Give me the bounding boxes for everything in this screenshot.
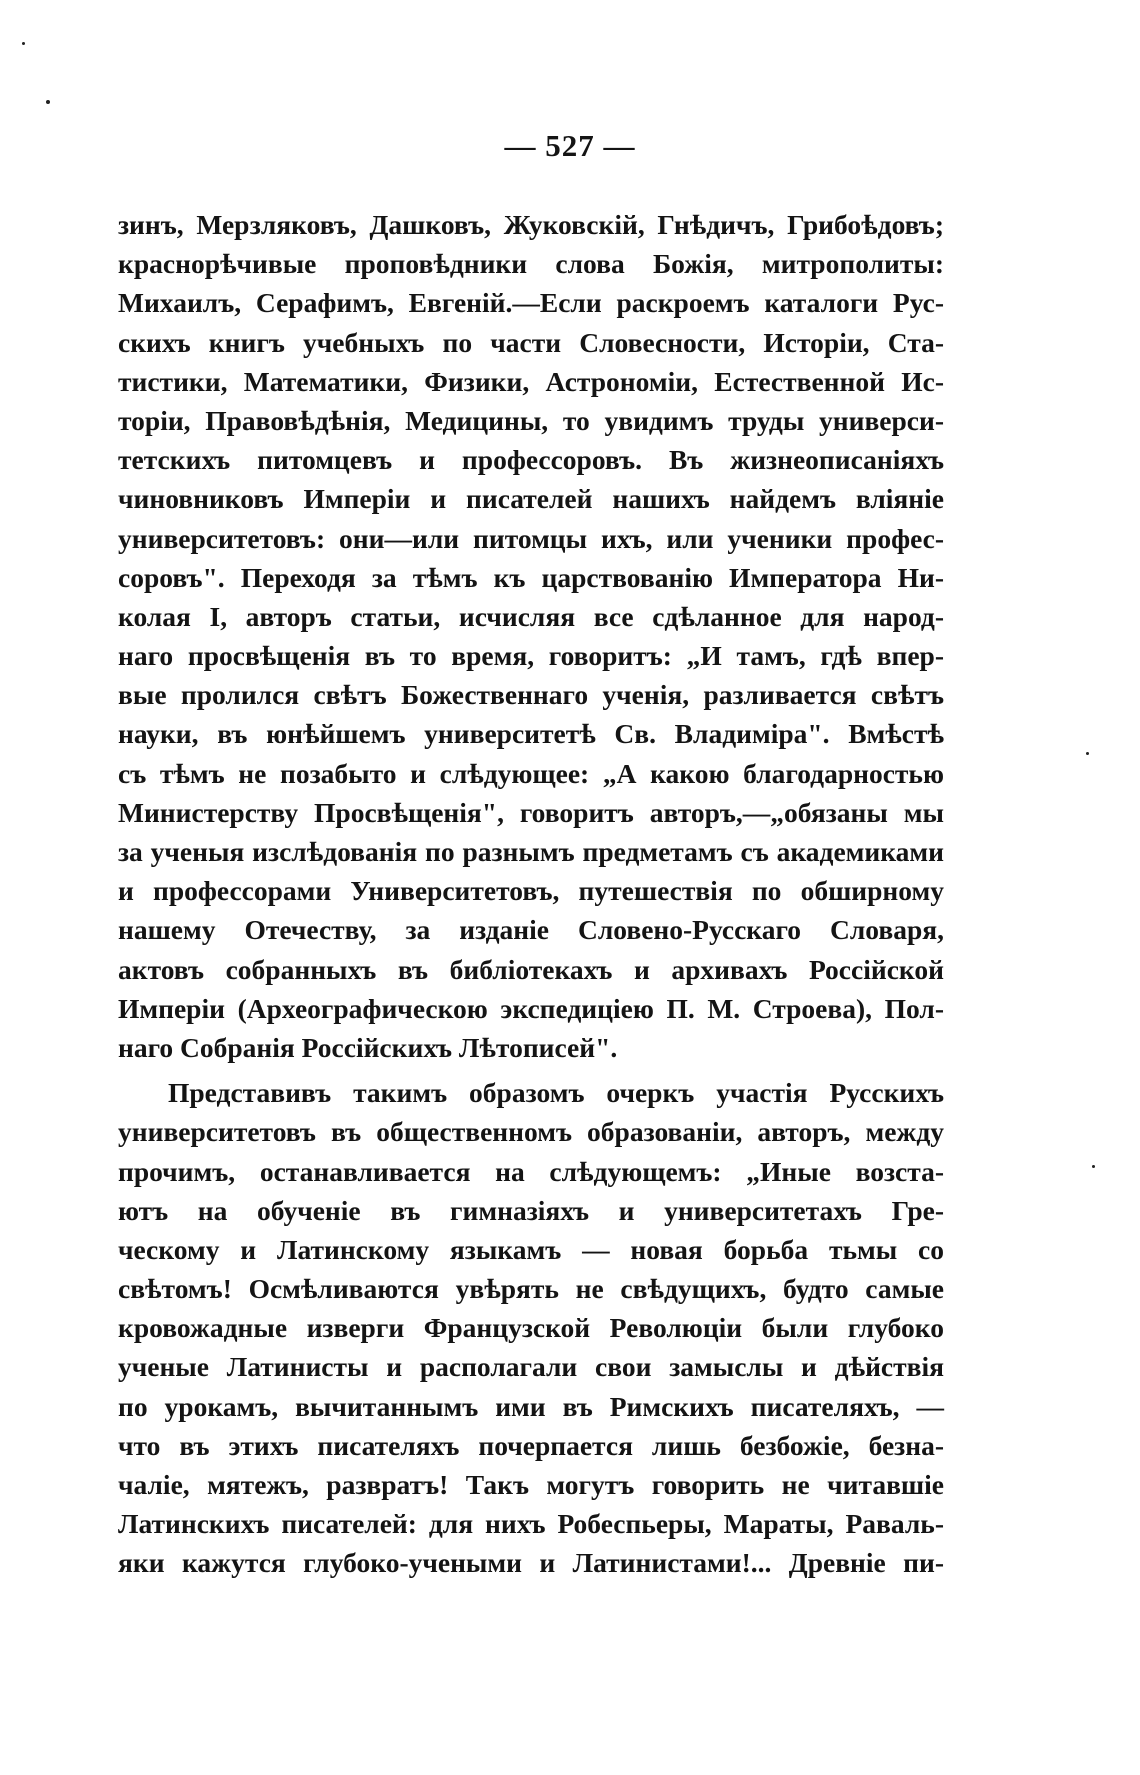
body-text: [118, 205, 944, 1583]
text-line: съ тѣмъ не позабыто и слѣдующее: „А какою благодарностью: [118, 757, 944, 789]
paragraph-2: [118, 1073, 944, 1582]
text-line: Имперіи (Археографическою экспедиціею П. М. Строева), Пол-: [118, 992, 944, 1024]
text-line: зинъ, Мерзляковъ, Дашковъ, Жуковскій, Гнѣдичъ, Грибоѣдовъ;: [118, 209, 944, 240]
text-line: по урокамъ, вычитаннымъ ими въ Римскихъ писателяхъ, —: [118, 1390, 944, 1422]
text-line: тистики, Математики, Физики, Астрономіи, Естественной Ис-: [118, 365, 944, 397]
text-line: ческому и Латинскому языкамъ — новая борьба тьмы со: [118, 1233, 944, 1265]
text-line: Михаилъ, Серафимъ, Евгеній.—Если раскроемъ каталоги Рус-: [118, 287, 944, 319]
scan-speck: [1092, 1165, 1095, 1168]
text-line: Латинскихъ писателей: для нихъ Робеспьеры, Мараты, Раваль-: [118, 1508, 944, 1540]
text-line: наго просвѣщенія въ то время, говоритъ: „И тамъ, гдѣ впер-: [118, 640, 944, 672]
text-line: наго Собранія Россійскихъ Лѣтописей".: [118, 1031, 618, 1063]
text-line: актовъ собранныхъ въ библіотекахъ и архивахъ Россійской: [118, 953, 944, 985]
text-line: вые пролился свѣтъ Божественнаго ученія, разливается свѣтъ: [118, 679, 944, 711]
text-line: нашему Отечеству, за изданіе Словено-Русскаго Словаря,: [118, 914, 944, 946]
text-line: чаліе, мятежъ, развратъ! Такъ могутъ говорить не читавшіе: [118, 1469, 944, 1500]
text-line: ютъ на обученіе въ гимназіяхъ и университетахъ Гре-: [118, 1194, 944, 1226]
text-line: чиновниковъ Имперіи и писателей нашихъ найдемъ вліяніе: [118, 483, 944, 515]
text-line: Представивъ такимъ образомъ очеркъ участія Русскихъ: [168, 1077, 944, 1109]
text-line: краснорѣчивые проповѣдники слова Божія, митрополиты:: [118, 248, 944, 280]
text-line: университетовъ: они—или питомцы ихъ, или ученики профес-: [118, 522, 944, 554]
text-line: торіи, Правовѣдѣнія, Медицины, то увидимъ труды универси-: [118, 404, 944, 436]
text-line: и профессорами Университетовъ, путешествія по обширному: [118, 875, 944, 907]
scan-speck: [1086, 752, 1089, 755]
text-line: науки, въ юнѣйшемъ университетѣ Св. Владиміра". Вмѣстѣ: [118, 718, 944, 750]
text-line: тетскихъ питомцевъ и профессоровъ. Въ жизнеописаніяхъ: [118, 444, 944, 476]
scan-speck: [22, 42, 25, 45]
scan-speck: [46, 100, 50, 104]
text-line: что въ этихъ писателяхъ почерпается лишь безбожіе, безна-: [118, 1429, 944, 1461]
text-line: яки кажутся глубоко-учеными и Латинистами!... Древніе пи-: [118, 1547, 944, 1579]
text-line: ученые Латинисты и располагали свои замыслы и дѣйствія: [118, 1351, 944, 1383]
text-line: свѣтомъ! Осмѣливаются увѣрять не свѣдущихъ, будто самые: [118, 1273, 944, 1305]
text-line: университетовъ въ общественномъ образованіи, авторъ, между: [118, 1116, 944, 1148]
text-line: кровожадные изверги Французской Революціи были глубоко: [118, 1312, 944, 1344]
text-line: скихъ книгъ учебныхъ по части Словесности, Исторіи, Ста-: [118, 326, 944, 358]
text-line: Министерству Просвѣщенія", говоритъ авторъ,—„обязаны мы: [118, 796, 944, 828]
text-line: за ученыя изслѣдованія по разнымъ предметамъ съ академиками: [118, 836, 944, 867]
page-number: — 527 —: [504, 128, 636, 163]
text-line: колая І, авторъ статьи, исчисляя все сдѣланное для народ-: [118, 600, 944, 632]
text-line: соровъ". Переходя за тѣмъ къ царствованію Императора Ни-: [118, 561, 944, 593]
paragraph-1: [118, 205, 944, 1067]
text-line: прочимъ, останавливается на слѣдующемъ: „Иные возста-: [118, 1155, 944, 1187]
